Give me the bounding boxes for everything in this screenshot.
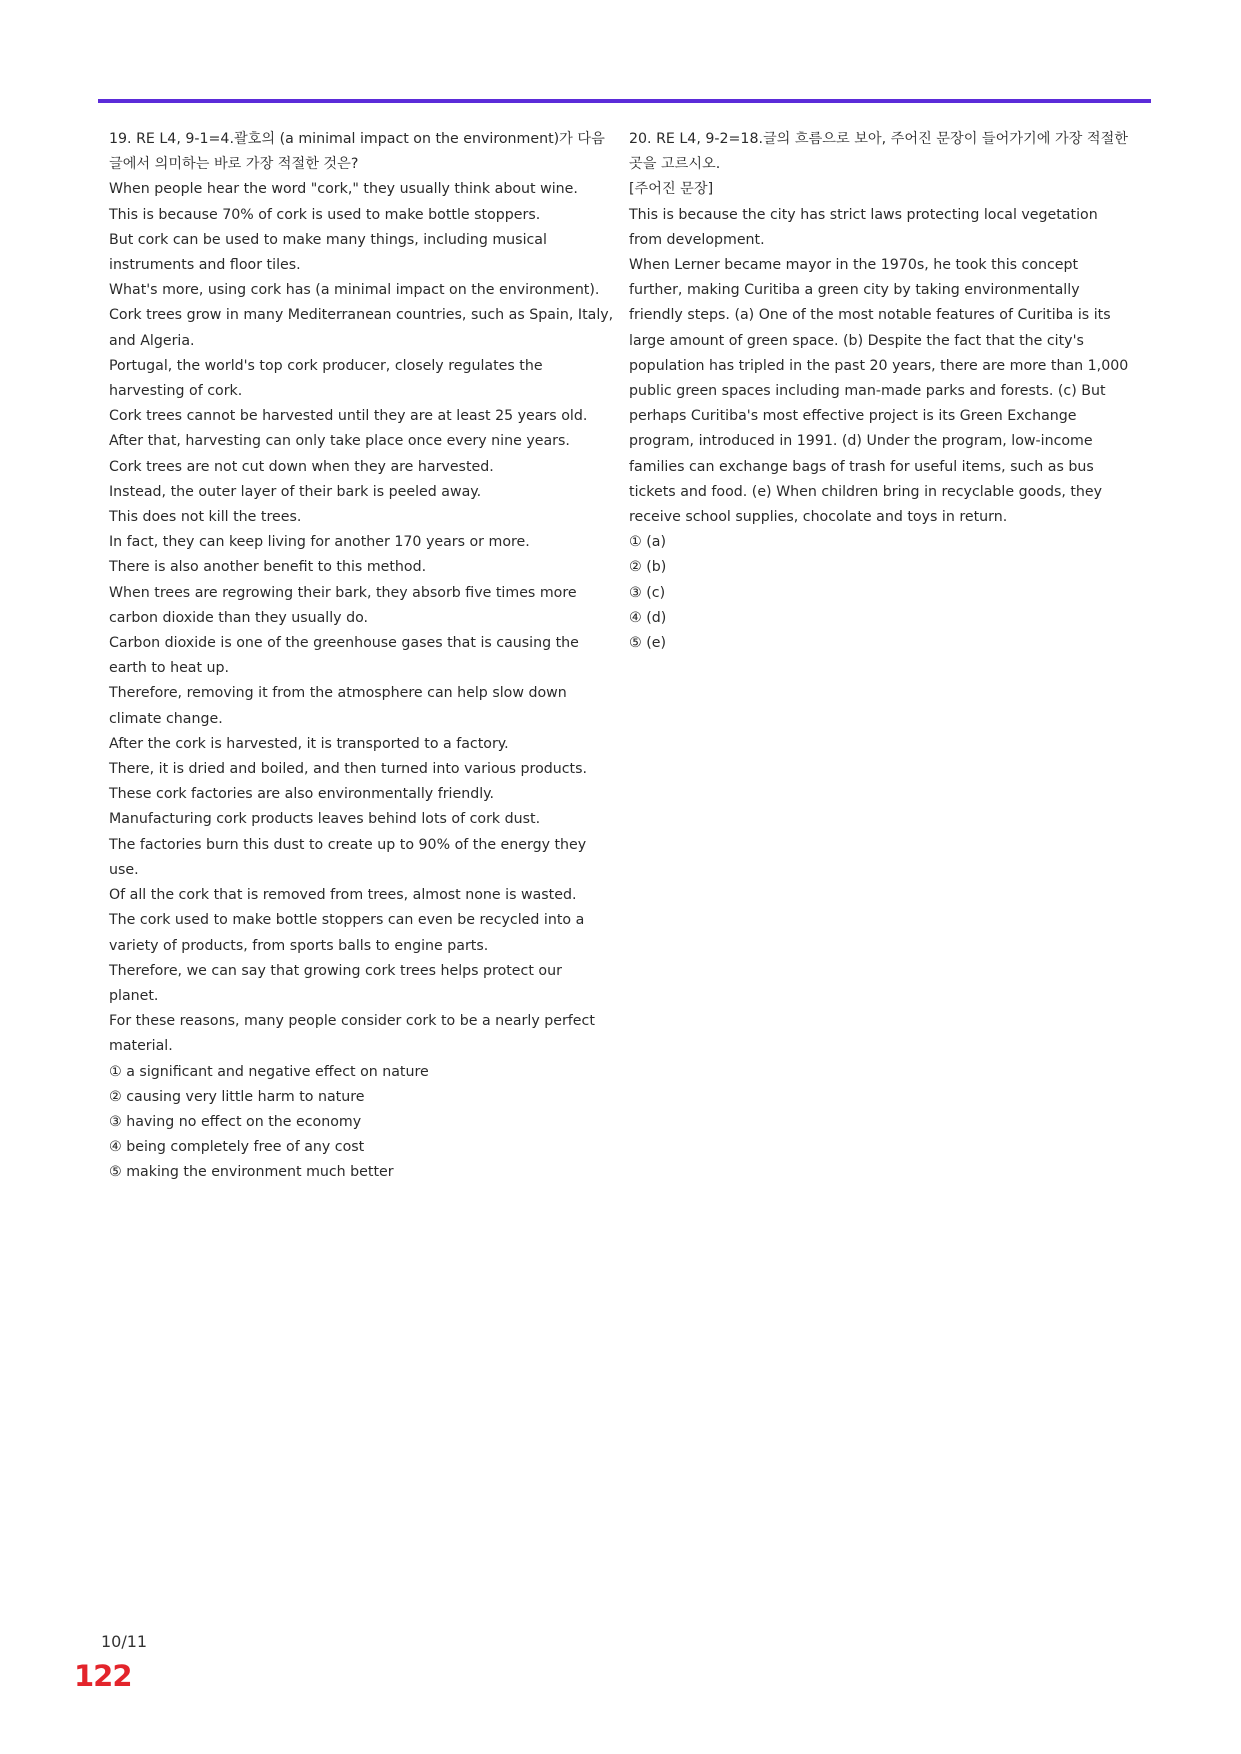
passage-sentence: What's more, using cork has (a minimal impact on the environment). xyxy=(109,282,600,299)
answer-choice: ② causing very little harm to nature xyxy=(109,1088,365,1105)
passage-sentence: Cork trees are not cut down when they are harvested. xyxy=(109,458,494,475)
passage-sentence: After that, harvesting can only take place once every nine years. xyxy=(109,433,570,450)
q19-choices xyxy=(109,1060,614,1186)
answer-choice: ⑤ (e) xyxy=(629,635,667,652)
passage-sentence: Instead, the outer layer of their bark is peeled away. xyxy=(109,483,482,500)
passage-sentence: Of all the cork that is removed from trees, almost none is wasted. xyxy=(109,887,577,904)
passage-sentence: Carbon dioxide is one of the greenhouse gases that is causing the earth to heat up. xyxy=(109,635,579,677)
given-sentence-label: [주어진 문장] xyxy=(629,181,714,198)
passage-sentence: In fact, they can keep living for another 170 years or more. xyxy=(109,534,530,551)
passage-sentence: Cork trees cannot be harvested until they are at least 25 years old. xyxy=(109,408,588,425)
passage-sentence: Therefore, we can say that growing cork trees helps protect our planet. xyxy=(109,962,562,1004)
q19-passage xyxy=(109,177,614,1059)
answer-choice: ④ (d) xyxy=(629,609,667,626)
passage-sentence: There is also another benefit to this method. xyxy=(109,559,427,576)
answer-choice: ③ having no effect on the economy xyxy=(109,1113,362,1130)
q19-prompt-line: 19. RE L4, 9-1=4.괄호의 (a minimal impact on the environment)가 다음 글에서 의미하는 바로 가장 적절한 것은? xyxy=(109,131,605,173)
passage-sentence: When people hear the word "cork," they usually think about wine. xyxy=(109,181,578,198)
answer-choice: ④ being completely free of any cost xyxy=(109,1139,365,1156)
page-number: 122 xyxy=(74,1659,132,1693)
q20-prompt xyxy=(629,127,1134,253)
answer-choice: ① a significant and negative effect on nature xyxy=(109,1063,429,1080)
passage-sentence: Cork trees grow in many Mediterranean countries, such as Spain, Italy, and Algeria. xyxy=(109,307,614,349)
question-20 xyxy=(629,127,1134,656)
passage-sentence: The cork used to make bottle stoppers can even be recycled into a variety of products, from sports balls to engine parts. xyxy=(109,912,585,954)
answer-choice: ③ (c) xyxy=(629,584,666,601)
q19-prompt xyxy=(109,127,614,177)
q20-prompt-line: 20. RE L4, 9-2=18.글의 흐름으로 보아, 주어진 문장이 들어가기에 가장 적절한 곳을 고르시오. xyxy=(629,131,1128,173)
passage-sentence: The factories burn this dust to create up to 90% of the energy they use. xyxy=(109,836,587,878)
q20-passage xyxy=(629,253,1134,530)
passage-sentence: This does not kill the trees. xyxy=(109,509,302,526)
passage-sentence: Manufacturing cork products leaves behind lots of cork dust. xyxy=(109,811,541,828)
passage-sentence: This is because 70% of cork is used to make bottle stoppers. xyxy=(109,206,541,223)
passage-paragraph: When Lerner became mayor in the 1970s, he took this concept further, making Curitiba a green city by taking environmentally friendly steps. (a) One of the most notable features of Curitiba is its large amount of green space. (b) Despite the fact that the city's population has tripled in the past 20 years, there are more than 1,000 public green spaces including man-made parks and forests. (c) But perhaps Curitiba's most effective project is its Green Exchange program, introduced in 1991. (d) Under the program, low-income families can exchange bags of trash for useful items, such as bus tickets and food. (e) When children bring in recyclable goods, they receive school supplies, chocolate and toys in return. xyxy=(629,257,1129,526)
given-sentence: This is because the city has strict laws protecting local vegetation from development. xyxy=(629,206,1098,248)
page-fraction: 10/11 xyxy=(101,1632,148,1651)
answer-choice: ① (a) xyxy=(629,534,666,551)
passage-sentence: Therefore, removing it from the atmosphere can help slow down climate change. xyxy=(109,685,567,727)
answer-choice: ② (b) xyxy=(629,559,667,576)
passage-sentence: When trees are regrowing their bark, they absorb five times more carbon dioxide than they usually do. xyxy=(109,584,577,626)
passage-sentence: These cork factories are also environmentally friendly. xyxy=(109,786,495,803)
question-19 xyxy=(109,127,614,1186)
passage-sentence: There, it is dried and boiled, and then turned into various products. xyxy=(109,761,588,778)
header-rule xyxy=(98,99,1151,103)
q20-choices xyxy=(629,530,1134,656)
answer-choice: ⑤ making the environment much better xyxy=(109,1164,394,1181)
passage-sentence: After the cork is harvested, it is transported to a factory. xyxy=(109,735,509,752)
passage-sentence: But cork can be used to make many things, including musical instruments and floor tiles. xyxy=(109,231,547,274)
passage-sentence: Portugal, the world's top cork producer, closely regulates the harvesting of cork. xyxy=(109,357,543,400)
passage-sentence: For these reasons, many people consider cork to be a nearly perfect material. xyxy=(109,1013,595,1055)
